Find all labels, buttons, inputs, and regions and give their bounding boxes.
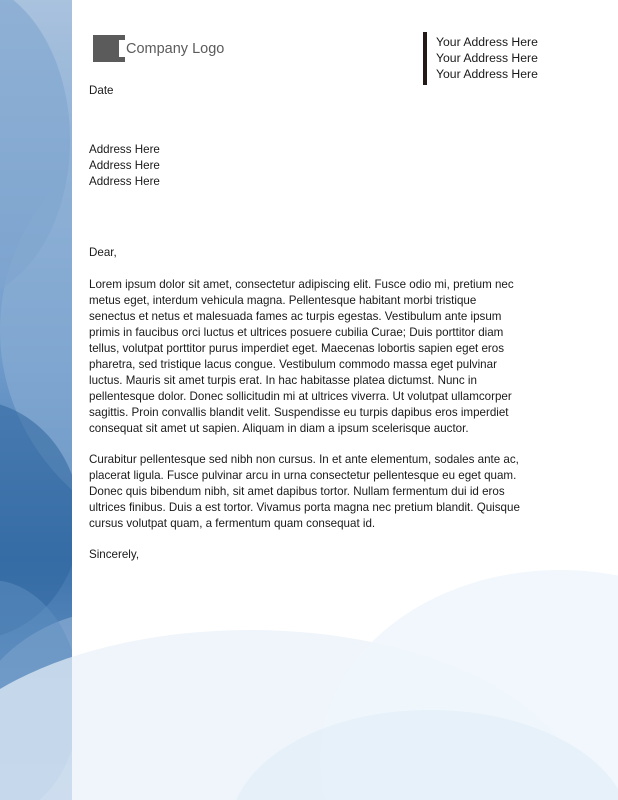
sender-address-line: Your Address Here	[436, 35, 538, 49]
recipient-address-line: Address Here	[89, 159, 160, 172]
paragraph-line: placerat ligula. Fusce pulvinar arcu in urna consectetur pellentesque eu eget quam.	[89, 469, 517, 482]
closing: Sincerely,	[89, 548, 140, 561]
logo-text: Company Logo	[126, 40, 225, 57]
recipient-address	[89, 142, 160, 190]
salutation: Dear,	[89, 246, 117, 259]
address-accent-bar	[423, 32, 427, 85]
recipient-address-line: Address Here	[89, 175, 160, 188]
sender-address	[436, 34, 538, 82]
logo-mark-icon	[93, 35, 125, 62]
paragraph-line: sagittis. Proin convallis blandit velit. Suspendisse eu turpis dapibus eros imperdiet	[89, 406, 509, 419]
paragraph-line: senectus et netus et malesuada fames ac turpis egestas. Vestibulum ante ipsum	[89, 310, 502, 323]
sender-address-line: Your Address Here	[436, 67, 538, 81]
paragraph-line: pellentesque dolor. Donec sollicitudin mi at ultrices viverra. Ut volutpat ullamcorper	[89, 390, 512, 403]
paragraph-line: Lorem ipsum dolor sit amet, consectetur adipiscing elit. Fusce odio mi, pretium nec	[89, 278, 514, 291]
company-logo	[93, 35, 224, 62]
paragraph-line: Curabitur pellentesque sed nibh non cursus. In et ante elementum, sodales ante ac,	[89, 453, 519, 466]
body-paragraph-2	[89, 452, 569, 532]
paragraph-line: luctus. Mauris sit amet turpis erat. In hac habitasse platea dictumst. Nunc in	[89, 374, 477, 387]
sender-address-line: Your Address Here	[436, 51, 538, 65]
recipient-address-line: Address Here	[89, 143, 160, 156]
paragraph-line: metus eget, interdum vehicula magna. Pellentesque habitant morbi tristique	[89, 294, 477, 307]
date-label: Date	[89, 84, 114, 97]
body-paragraph-1	[89, 277, 569, 437]
paragraph-line: ultrices finibus. Duis a est tortor. Vivamus porta magna nec pretium blandit. Quisque	[89, 501, 520, 514]
paragraph-line: tellus, volutpat porttitor purus imperdiet eget. Maecenas lobortis sapien eget eros	[89, 342, 505, 355]
paragraph-line: primis in faucibus orci luctus et ultrices posuere cubilia Curae; Duis porttitor diam	[89, 326, 504, 339]
paragraph-line: pharetra, sed tristique lacus congue. Vestibulum commodo massa eget pulvinar	[89, 358, 497, 371]
paragraph-line: cursus volutpat quam, a fermentum quam consequat id.	[89, 517, 376, 530]
paragraph-line: consequat sit amet ut sapien. Aliquam in diam a ipsum scelerisque auctor.	[89, 422, 469, 435]
paragraph-line: Donec quis bibendum nibh, sit amet dapibus tortor. Nullam fermentum dui id eros	[89, 485, 505, 498]
